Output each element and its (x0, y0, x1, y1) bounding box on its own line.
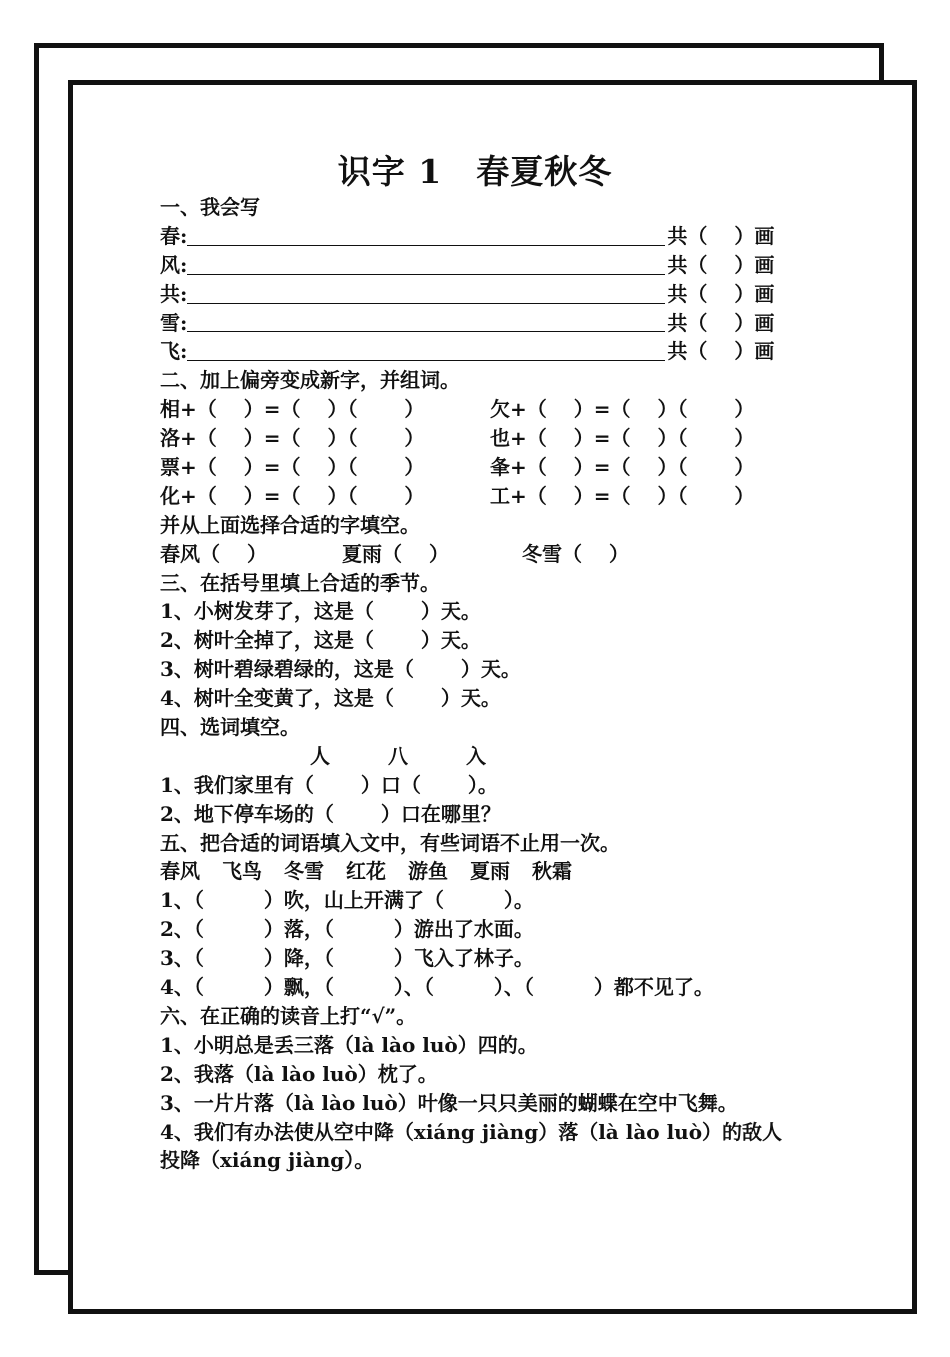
word-option: 飞鸟 (222, 859, 262, 884)
write-row (160, 309, 800, 338)
combo-right: 也+（ ）=（ ）（ ） (490, 426, 755, 451)
write-line[interactable] (187, 283, 665, 304)
word-option: 八 (388, 743, 408, 768)
word-option: 秋霜 (532, 859, 572, 884)
stroke-count: 共（ ）画 (667, 310, 775, 335)
section2-heading: 二、加上偏旁变成新字，并组词。 (160, 368, 460, 393)
fill-item: 夏雨（ ） (342, 541, 449, 566)
section4-heading: 四、选词填空。 (160, 715, 300, 740)
word-option: 夏雨 (470, 859, 510, 884)
worksheet-content (160, 193, 800, 1175)
write-char: 飞: (160, 339, 188, 364)
combo-right: 工+（ ）=（ ）（ ） (490, 483, 755, 508)
section5-heading: 五、把合适的词语填入文中，有些词语不止用一次。 (160, 830, 620, 855)
write-char: 风: (160, 252, 188, 277)
fill-item: 春风（ ） (160, 541, 267, 566)
word-bank (160, 742, 800, 771)
section1-heading: 一、我会写 (160, 195, 260, 219)
write-row (160, 222, 800, 251)
fill-row (160, 540, 800, 569)
question-item: 1、（ ）吹，山上开满了（ ）。 (160, 888, 534, 913)
combo-left: 化+（ ）=（ ）（ ） (160, 483, 425, 508)
write-char: 春: (160, 223, 188, 248)
section6-heading: 六、在正确的读音上打“√”。 (160, 1003, 417, 1028)
stroke-count: 共（ ）画 (667, 281, 775, 306)
word-option: 入 (466, 743, 486, 768)
write-row (160, 337, 800, 366)
section3-heading: 三、在括号里填上合适的季节。 (160, 570, 440, 595)
combo-row (160, 453, 800, 482)
fill-item: 冬雪（ ） (522, 541, 629, 566)
word-option: 冬雪 (284, 859, 324, 884)
combo-left: 洛+（ ）=（ ）（ ） (160, 426, 425, 451)
write-char: 共: (160, 281, 188, 306)
combo-right: 欠+（ ）=（ ）（ ） (490, 397, 755, 422)
question-item: 3、一片片落（là lào luò）叶像一只只美丽的蝴蝶在空中飞舞。 (160, 1090, 738, 1115)
question-item: 2、树叶全掉了，这是（ ）天。 (160, 628, 481, 653)
combo-row (160, 424, 800, 453)
word-option: 游鱼 (408, 859, 448, 884)
combo-left: 票+（ ）=（ ）（ ） (160, 455, 425, 480)
combo-right: 夆+（ ）=（ ）（ ） (490, 455, 755, 480)
question-item: 2、我落（là lào luò）枕了。 (160, 1061, 438, 1086)
combo-row (160, 482, 800, 511)
word-option: 红花 (346, 859, 386, 884)
question-item: 4、我们有办法使从空中降（xiáng jiàng）落（là lào luò）的敌人 (160, 1119, 783, 1144)
question-item: 1、小明总是丢三落（là lào luò）四的。 (160, 1032, 538, 1057)
write-row (160, 251, 800, 280)
write-line[interactable] (187, 225, 665, 246)
question-item: 4、（ ）飘，（ ）、（ ）、（ ）都不见了。 (160, 975, 714, 1000)
stroke-count: 共（ ）画 (667, 223, 775, 248)
question-item: 投降（xiáng jiàng）。 (160, 1148, 375, 1173)
title-name: 春夏秋冬 (476, 152, 613, 191)
title-lesson: 识字 1 (337, 152, 443, 191)
question-item: 1、小树发芽了，这是（ ）天。 (160, 599, 481, 624)
write-line[interactable] (187, 340, 665, 361)
question-item: 2、（ ）落，（ ）游出了水面。 (160, 917, 534, 942)
combo-row (160, 395, 800, 424)
question-item: 2、地下停车场的（ ）口在哪里？ (160, 801, 501, 826)
stroke-count: 共（ ）画 (667, 252, 775, 277)
question-item: 1、我们家里有（ ）口（ ）。 (160, 772, 498, 797)
write-line[interactable] (187, 254, 665, 275)
question-item: 3、树叶碧绿碧绿的，这是（ ）天。 (160, 657, 521, 682)
word-bank (160, 857, 800, 886)
write-row (160, 280, 800, 309)
word-option: 春风 (160, 859, 200, 884)
write-char: 雪: (160, 310, 188, 335)
question-item: 3、（ ）降，（ ）飞入了林子。 (160, 946, 534, 971)
stroke-count: 共（ ）画 (667, 339, 775, 364)
write-line[interactable] (187, 311, 665, 332)
page-title (0, 146, 950, 193)
word-option: 人 (310, 743, 330, 768)
question-item: 4、树叶全变黄了，这是（ ）天。 (160, 686, 501, 711)
section2-subheading: 并从上面选择合适的字填空。 (160, 512, 420, 537)
combo-left: 相+（ ）=（ ）（ ） (160, 397, 425, 422)
